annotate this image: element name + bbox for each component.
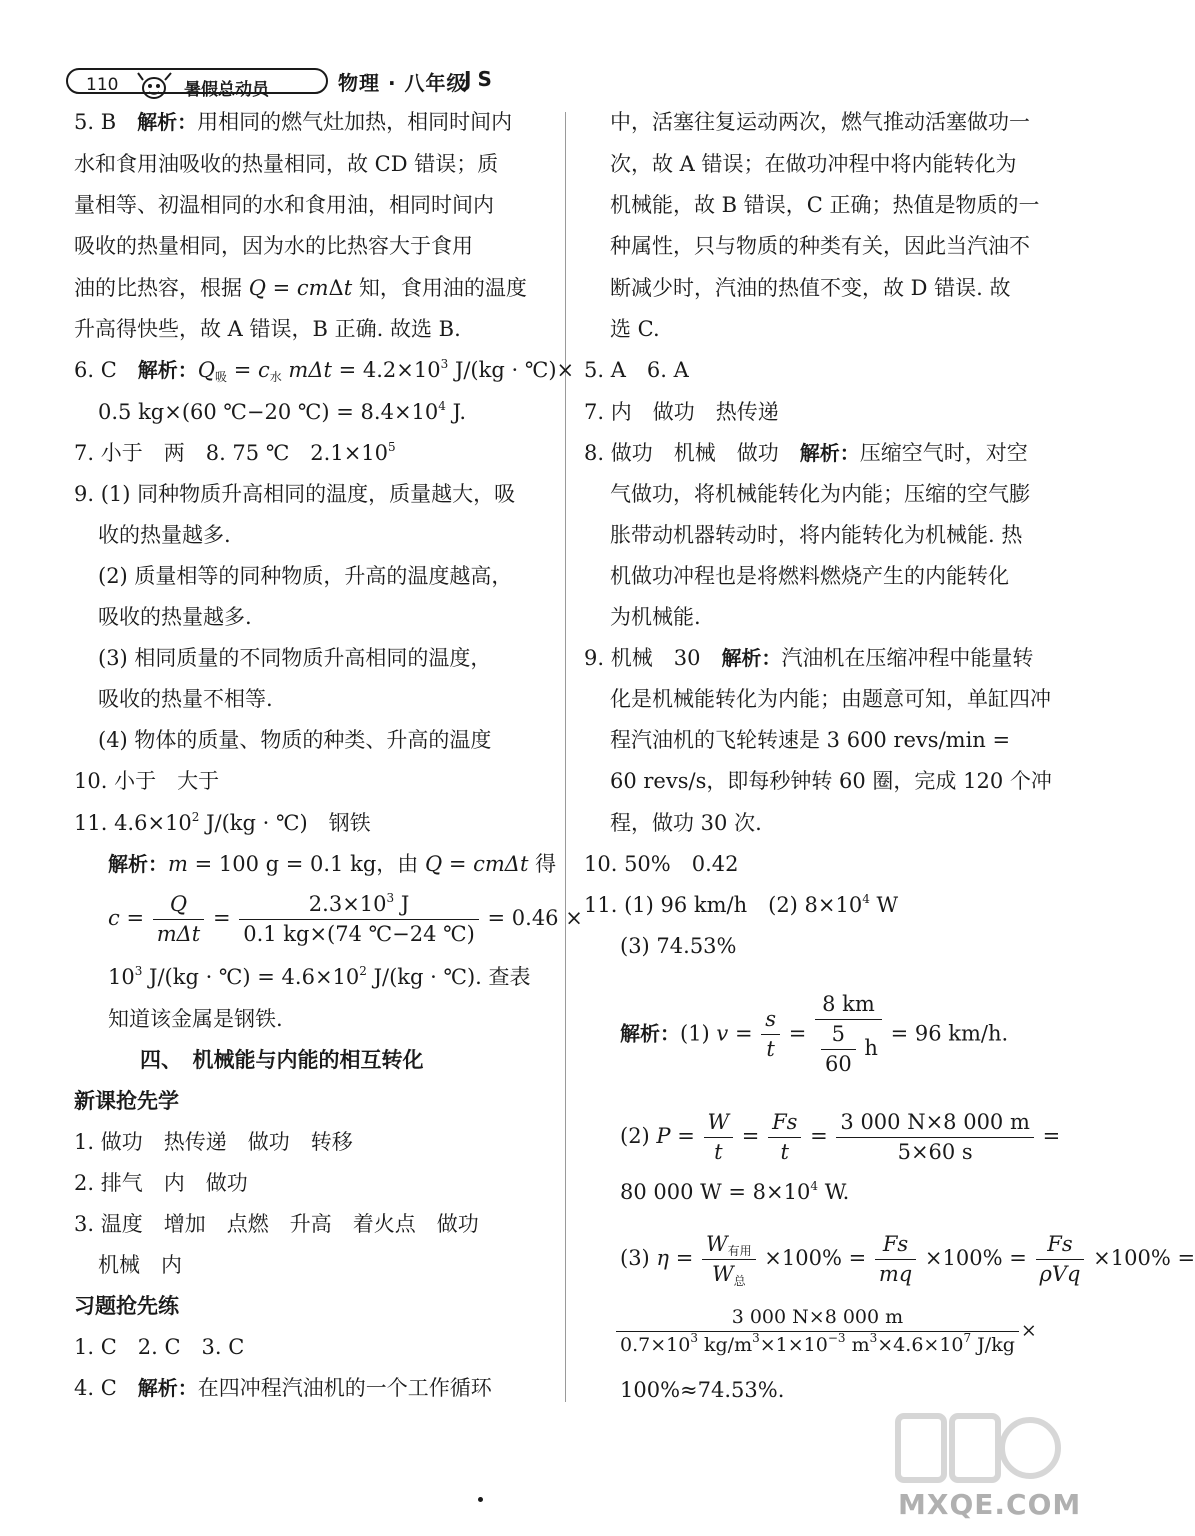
new-answer-3-line2: 机械 内 [98, 1253, 182, 1277]
answer-5-line4: 吸收的热量相同，因为水的比热容大于食用 [74, 234, 473, 258]
answer-11-line5: 知道该金属是钢铁. [108, 1007, 283, 1031]
answer-6-line1: 6. C 解析：$Q_吸 = c_水$ $m\Delta t = 4.2\times 10^3$ J/(kg · ℃)× [74, 357, 575, 384]
right-answer-9-line5: 程，做功 30 次. [610, 811, 762, 835]
column-divider [565, 112, 566, 1402]
fraction-s-over-t: $\frac{s}{t}$ [761, 1007, 780, 1062]
right-line2: 次，故 A 错误；在做功冲程中将内能转化为 [610, 152, 1017, 176]
answer-5-line2: 水和食用油吸收的热量相同，故 CD 错误；质 [74, 152, 499, 176]
answer-11-formula: c = $\frac{Q}{\text{mΔt}}$ = $\frac{2.3\times 10^3 J}{0.1 kg\times(74 ℃-24 ℃)}$ = 0.46 × [108, 891, 583, 947]
new-answer-3: 3. 温度 增加 点燃 升高 着火点 做功 [74, 1212, 479, 1236]
solution-part3: (3) η = $\frac{W_{有用}}{W_总}$ ×100% = $\frac{Fs}{mq}$ ×100% = $\frac{Fs}{\text{ρVq}}$ ×100% = [620, 1232, 1195, 1289]
solution-part1: 解析：(1) v = $\frac{s}{t}$ = 8 km $\frac{5}{60}$ h = 96 km/h. [620, 992, 1009, 1077]
header-tab [66, 68, 328, 100]
edition-code: JS [464, 67, 498, 91]
right-line3: 机械能，故 B 错误，C 正确；热值是物质的一 [610, 193, 1040, 217]
fraction-power-values: $\frac{3 000 N\times 8 000 m}{5\times 60 s}$ [836, 1110, 1033, 1165]
fraction-fs-over-mq: $\frac{Fs}{mq}$ [875, 1232, 916, 1287]
fraction-five-sixtieths: $\frac{5}{60}$ [821, 1022, 856, 1077]
page-number: 110 [86, 75, 119, 95]
new-answer-2: 2. 排气 内 做功 [74, 1171, 248, 1195]
right-answer-8-line3: 胀带动机器转动时，将内能转化为机械能. 热 [610, 523, 1023, 547]
right-line5: 断减少时，汽油的热值不变，故 D 错误. 故 [610, 276, 1011, 300]
right-answer-8-line2: 气做功，将机械能转化为内能；压缩的空气膨 [610, 482, 1030, 506]
solution-part2: (2) P = $\frac{W}{t}$ = $\frac{Fs}{t}$ = $\frac{3 000 N\times 8 000 m}{5\times 60 s}$ = [620, 1110, 1061, 1165]
right-answers-5-6: 5. A 6. A [584, 358, 689, 382]
new-answer-1: 1. 做功 热传递 做功 转移 [74, 1130, 353, 1154]
answer-7-8: 7. 小于 两 8. 75 ℃ $2.1\times 10^5$ [74, 440, 396, 465]
fraction-efficiency-values: $\frac{3 000 N\times 8 000 m}{0.7\times 10^3 kg/m^3\times 1\times 10^{-3} m^3\times 4.6\times 10^7 J/kg}$ [616, 1306, 1019, 1357]
right-answer-7: 7. 内 做功 热传递 [584, 400, 779, 424]
right-answer-9-line3: 程汽油机的飞轮转速是 3 600 revs/min = [610, 728, 1011, 752]
watermark-text: MXQE.COM [898, 1488, 1082, 1521]
answer-9-line4: 吸收的热量越多. [98, 605, 252, 629]
right-answer-11-line1: 11. (1) 96 km/h (2) $8\times 10^4$ W [584, 892, 899, 917]
answer-11-line4: $10^3$ J/(kg · ℃) = $4.6\times 10^2$ J/(kg · ℃). 查表 [108, 964, 531, 989]
right-line4: 种属性，只与物质的种类有关，因此当汽油不 [610, 234, 1030, 258]
answer-9-line5: (3) 相同质量的不同物质升高相同的温度， [98, 646, 492, 670]
fraction-w-over-t: $\frac{W}{t}$ [704, 1110, 734, 1165]
page-dot [478, 1497, 483, 1502]
right-answer-9-line1: 9. 机械 30 解析：汽油机在压缩冲程中能量转 [584, 646, 1034, 670]
subject-title: 物理 · 八年级 [338, 71, 468, 95]
answer-11-line1: 11. $4.6\times 10^2$ J/(kg · ℃) 钢铁 [74, 810, 371, 835]
answer-9-line3: (2) 质量相等的同种物质，升高的温度越高， [98, 564, 513, 588]
answer-5-line5: 油的比热容，根据 Q = cmΔt 知，食用油的温度 [74, 276, 527, 300]
right-answer-9-line4: 60 revs/s，即每秒钟转 60 圈，完成 120 个冲 [610, 769, 1052, 793]
exercise-answers-1-3: 1. C 2. C 3. C [74, 1335, 245, 1359]
answer-9-line7: (4) 物体的质量、物质的种类、升高的温度 [98, 728, 492, 752]
answer-6-line2: 0.5 kg×(60 ℃−20 ℃) = $8.4\times 10^4$ J. [98, 399, 467, 424]
answer-5-line3: 量相等、初温相同的水和食用油，相同时间内 [74, 193, 494, 217]
subheading-exercises: 习题抢先练 [74, 1294, 179, 1318]
right-answer-9-line2: 化是机械能转化为内能；由题意可知，单缸四冲 [610, 687, 1051, 711]
fraction-specific-heat: $\frac{2.3\times 10^3 J}{0.1 kg\times(74 ℃-24 ℃)}$ [239, 892, 479, 947]
fraction-fs-over-t: $\frac{Fs}{t}$ [768, 1110, 801, 1165]
fraction-useful-over-total: $\frac{W_{有用}}{W_总}$ [702, 1232, 756, 1287]
fraction-speed: 8 km $\frac{5}{60}$ h [815, 992, 882, 1078]
right-answer-11-line2: (3) 74.53% [620, 934, 737, 958]
solution-part3-result: 100%≈74.53%. [620, 1378, 785, 1402]
answer-5-line1: 5. B 解析：用相同的燃气灶加热，相同时间内 [74, 110, 513, 134]
mascot-icon [134, 70, 176, 102]
section-heading: 四、 机械能与内能的相互转化 [140, 1048, 424, 1072]
fraction-fs-over-rhovq: $\frac{Fs}{\text{ρVq}}$ [1036, 1232, 1085, 1287]
answer-11-line2: 解析：m = 100 g = 0.1 kg，由 Q = cmΔt 得 [108, 852, 557, 876]
series-name: 暑假总动员 [184, 80, 269, 100]
answer-10: 10. 小于 大于 [74, 769, 220, 793]
solution-part2-result: 80 000 $W = 8\times 10^4$ W. [620, 1179, 850, 1204]
right-line1: 中，活塞往复运动两次，燃气推动活塞做功一 [610, 110, 1030, 134]
subheading-new-lesson: 新课抢先学 [74, 1089, 179, 1113]
right-answer-8-line4: 机做功冲程也是将燃料燃烧产生的内能转化 [610, 564, 1009, 588]
page-header [66, 64, 1026, 98]
fraction-q-over-mdt: $\frac{Q}{\text{mΔt}}$ [153, 892, 205, 947]
right-answer-8-line1: 8. 做功 机械 做功 解析：压缩空气时，对空 [584, 441, 1028, 465]
answer-9-line1: 9. (1) 同种物质升高相同的温度，质量越大，吸 [74, 482, 516, 506]
answer-9-line2: 收的热量越多. [98, 523, 231, 547]
right-line6: 选 C. [610, 317, 660, 341]
solution-part3-values: $\frac{3 000 N\times 8 000 m}{0.7\times 10^3 kg/m^3\times 1\times 10^{-3} m^3\times 4.6\times 10^7 J/kg}$ × [614, 1306, 1037, 1357]
answer-5-line6: 升高得快些，故 A 错误，B 正确. 故选 B. [74, 317, 461, 341]
exercise-answer-4: 4. C 解析：在四冲程汽油机的一个工作循环 [74, 1376, 492, 1400]
right-answer-8-line5: 为机械能. [610, 605, 701, 629]
answer-9-line6: 吸收的热量不相等. [98, 687, 273, 711]
right-answer-10: 10. 50% 0.42 [584, 852, 739, 876]
